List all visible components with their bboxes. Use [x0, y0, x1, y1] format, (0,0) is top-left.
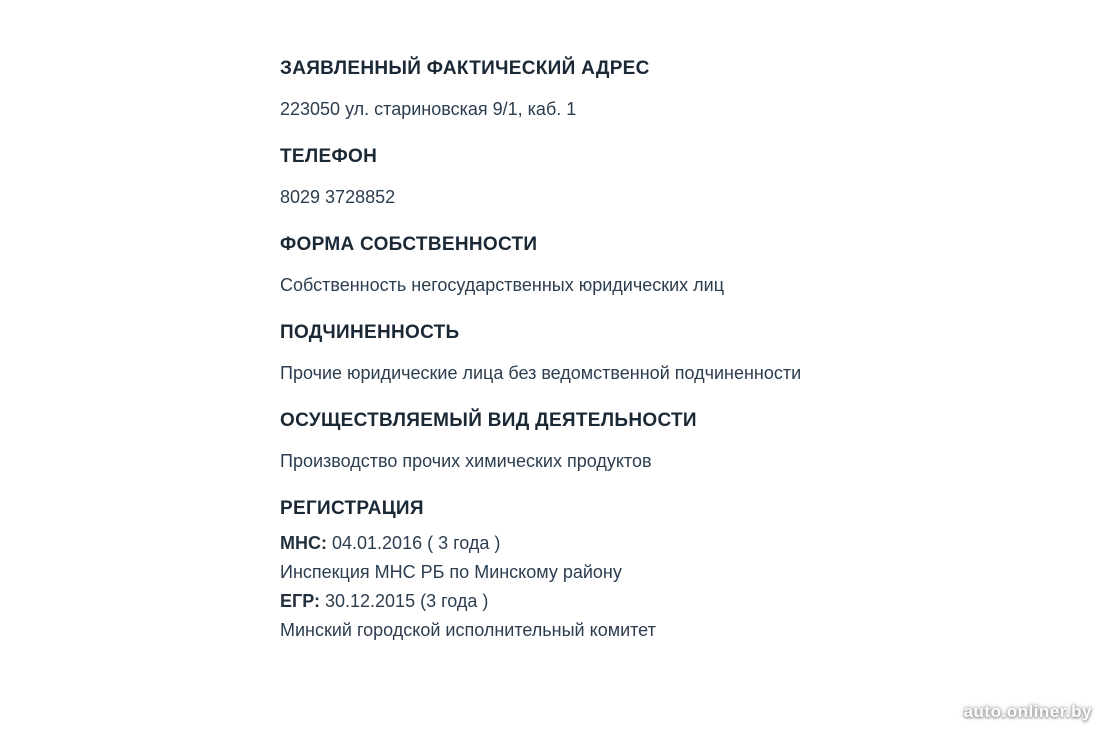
registration-mns-line [280, 529, 960, 558]
declared-address-value: 223050 ул. стариновская 9/1, каб. 1 [280, 99, 577, 119]
registration-egr-authority: Минский городской исполнительный комитет [280, 620, 656, 640]
declared-address-heading: ЗАЯВЛЕННЫЙ ФАКТИЧЕСКИЙ АДРЕС [280, 58, 650, 79]
ownership-form-value: Собственность негосударственных юридических лиц [280, 275, 725, 295]
registration-egr-line [280, 587, 960, 616]
company-info-content [280, 57, 960, 666]
ownership-form-heading: ФОРМА СОБСТВЕННОСТИ [280, 234, 538, 255]
section-phone [280, 145, 960, 212]
section-activity-type [280, 409, 960, 476]
section-registration [280, 497, 960, 645]
subordination-value: Прочие юридические лица без ведомственной подчиненности [280, 363, 802, 383]
egr-value: 30.12.2015 (3 года ) [319, 591, 489, 611]
section-declared-address [280, 57, 960, 124]
registration-heading: РЕГИСТРАЦИЯ [280, 498, 424, 519]
registration-mns-authority: Инспекция МНС РБ по Минскому району [280, 562, 622, 582]
subordination-heading: ПОДЧИНЕННОСТЬ [280, 322, 460, 343]
phone-heading: ТЕЛЕФОН [280, 146, 378, 167]
activity-type-heading: ОСУЩЕСТВЛЯЕМЫЙ ВИД ДЕЯТЕЛЬНОСТИ [280, 410, 697, 431]
mns-value: 04.01.2016 ( 3 года ) [327, 533, 501, 553]
egr-label: ЕГР: [280, 591, 320, 611]
watermark: auto.onliner.by [963, 702, 1092, 721]
phone-value: 8029 3728852 [280, 187, 396, 207]
activity-type-value: Производство прочих химических продуктов [280, 451, 652, 471]
mns-label: МНС: [280, 533, 327, 553]
section-subordination [280, 321, 960, 388]
section-ownership-form [280, 233, 960, 300]
